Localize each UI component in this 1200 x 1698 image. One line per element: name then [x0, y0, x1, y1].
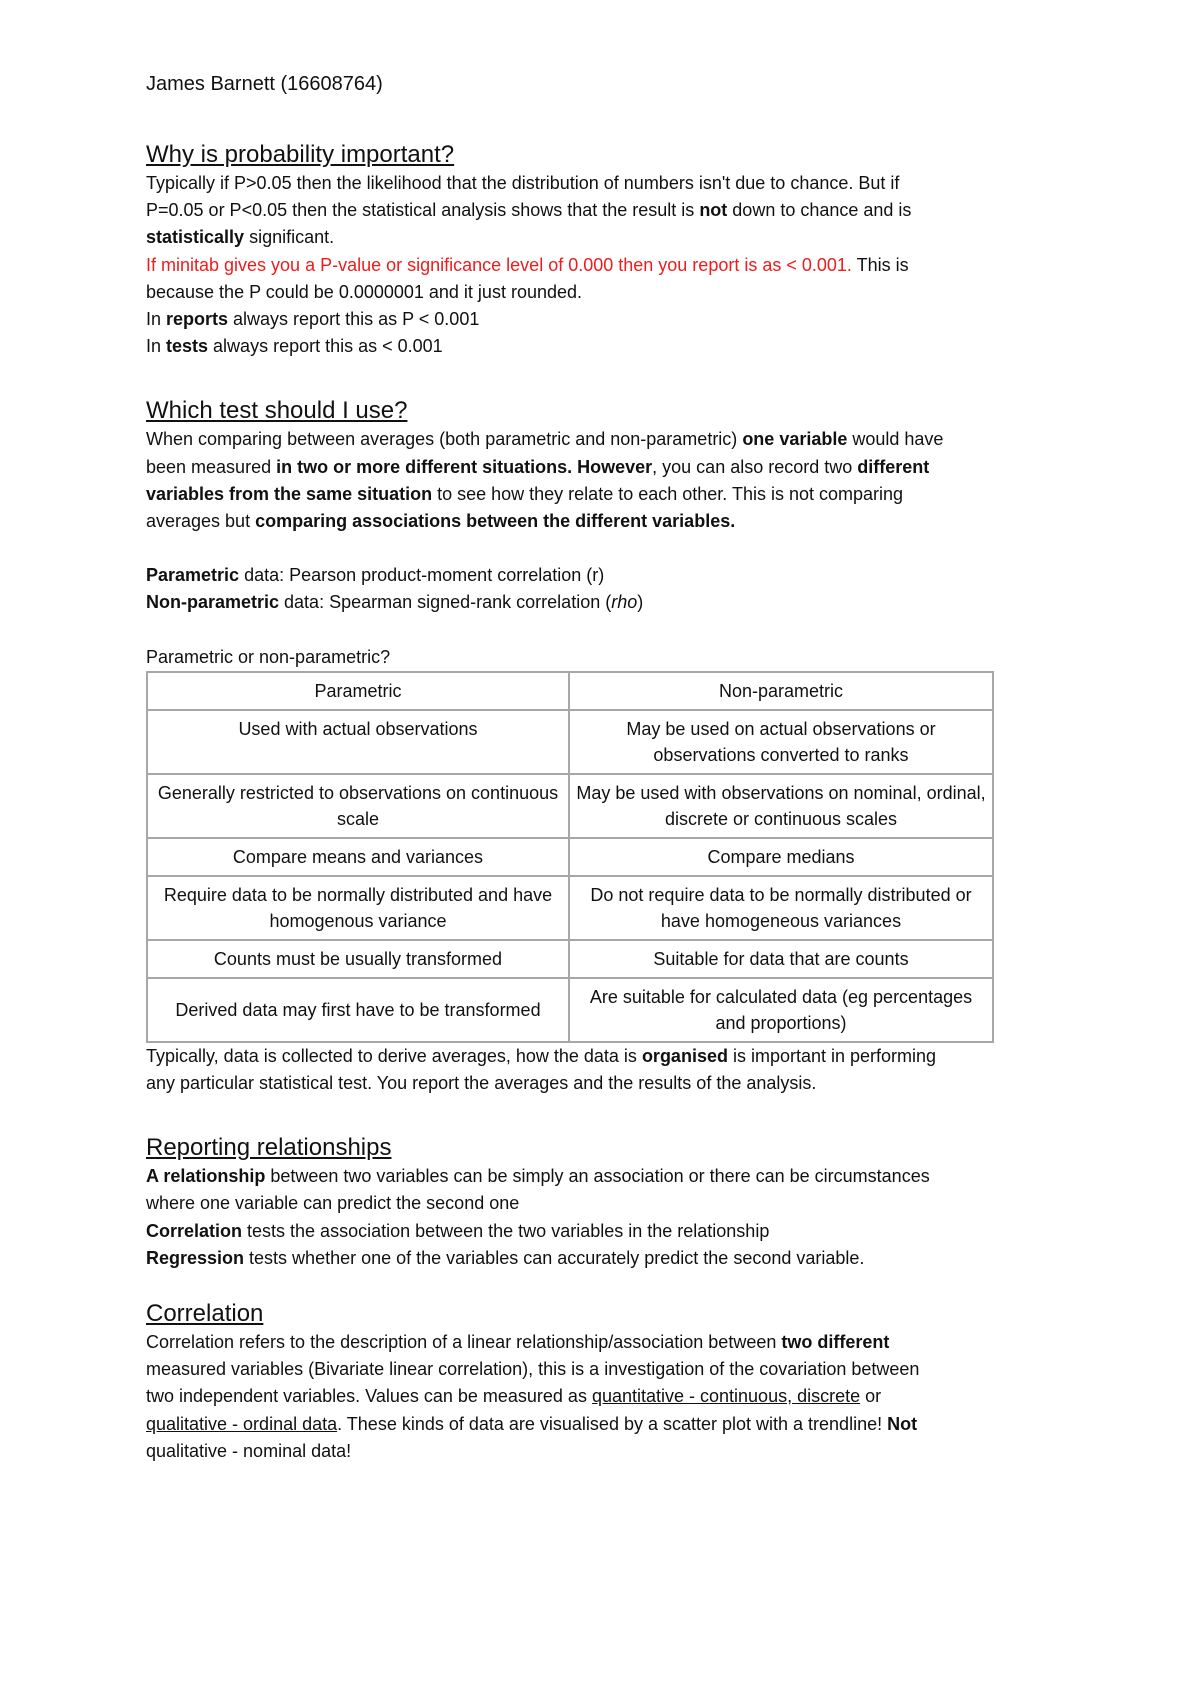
table-row [146, 775, 994, 839]
table-cell: May be used on actual observations or observations converted to ranks [570, 711, 994, 775]
paragraph-line: Regression tests whether one of the variables can accurately predict the second variable. [146, 1247, 865, 1268]
table-row [146, 839, 994, 877]
table-cell: Suitable for data that are counts [570, 941, 994, 979]
table-caption: Parametric or non-parametric? [146, 646, 391, 667]
author-name: James Barnett (16608764) [146, 73, 383, 95]
table-cell: Do not require data to be normally distributed or have homogeneous variances [570, 877, 994, 941]
paragraph-line: Correlation refers to the description of a linear relationship/association between two different [146, 1332, 890, 1353]
table-cell: Compare medians [570, 839, 994, 877]
paragraph-line: qualitative - nominal data! [146, 1440, 352, 1461]
paragraph-line: Typically, data is collected to derive averages, how the data is organised is important in performing [146, 1045, 937, 1066]
paragraph-line: been measured in two or more different situations. However, you can also record two different [146, 456, 930, 477]
paragraph-line: Parametric data: Pearson product-moment correlation (r) [146, 565, 605, 586]
table-cell: May be used with observations on nominal, ordinal, discrete or continuous scales [570, 775, 994, 839]
paragraph-line: variables from the same situation to see how they relate to each other. This is not comparing [146, 483, 904, 504]
paragraph-line: two independent variables. Values can be measured as quantitative - continuous, discrete or [146, 1386, 882, 1407]
red-highlight-text: If minitab gives you a P-value or significance level of 0.000 then you report is as < 0.001. [146, 254, 852, 275]
paragraph-line: qualitative - ordinal data. These kinds of data are visualised by a scatter plot with a trendline! Not [146, 1413, 918, 1434]
table-cell: Used with actual observations [146, 711, 570, 775]
table-cell: Counts must be usually transformed [146, 941, 570, 979]
table-cell: Derived data may first have to be transformed [146, 979, 570, 1043]
comparison-table [146, 671, 994, 1043]
paragraph-line: P=0.05 or P<0.05 then the statistical analysis shows that the result is not down to chance and is [146, 200, 912, 221]
table-row [146, 711, 994, 775]
heading-which-test: Which test should I use? [146, 397, 408, 425]
table-row [146, 979, 994, 1043]
table-cell: Compare means and variances [146, 839, 570, 877]
table-row [146, 877, 994, 941]
paragraph-line: In tests always report this as < 0.001 [146, 336, 443, 357]
paragraph-line: Non-parametric data: Spearman signed-rank correlation (rho) [146, 592, 644, 613]
table-header-cell: Parametric [146, 671, 570, 711]
table-row [146, 941, 994, 979]
paragraph-line: because the P could be 0.0000001 and it just rounded. [146, 281, 583, 302]
paragraph-line: In reports always report this as P < 0.001 [146, 309, 480, 330]
table-cell: Are suitable for calculated data (eg percentages and proportions) [570, 979, 994, 1043]
table-cell: Generally restricted to observations on continuous scale [146, 775, 570, 839]
paragraph-line: any particular statistical test. You report the averages and the results of the analysis. [146, 1073, 817, 1094]
paragraph-line: where one variable can predict the second one [146, 1193, 520, 1214]
paragraph-line: Correlation tests the association between the two variables in the relationship [146, 1220, 770, 1241]
paragraph-line: A relationship between two variables can be simply an association or there can be circumstances [146, 1166, 930, 1187]
table-cell: Require data to be normally distributed and have homogenous variance [146, 877, 570, 941]
paragraph-line: Typically if P>0.05 then the likelihood that the distribution of numbers isn't due to chance. But if [146, 173, 900, 193]
document-page [146, 70, 1076, 1465]
heading-correlation: Correlation [146, 1300, 264, 1328]
paragraph-line: If minitab gives you a P-value or significance level of 0.000 then you report is as < 0.001. This is [146, 254, 909, 275]
paragraph-line: When comparing between averages (both parametric and non-parametric) one variable would have [146, 429, 944, 450]
heading-why-probability: Why is probability important? [146, 141, 455, 168]
heading-reporting-relationships: Reporting relationships [146, 1134, 392, 1162]
paragraph-line: measured variables (Bivariate linear correlation), this is a investigation of the covariation between [146, 1359, 920, 1380]
paragraph-line: averages but comparing associations between the different variables. [146, 511, 736, 532]
table-header-row [146, 671, 994, 711]
paragraph-line: statistically significant. [146, 227, 335, 248]
table-header-cell: Non-parametric [570, 671, 994, 711]
